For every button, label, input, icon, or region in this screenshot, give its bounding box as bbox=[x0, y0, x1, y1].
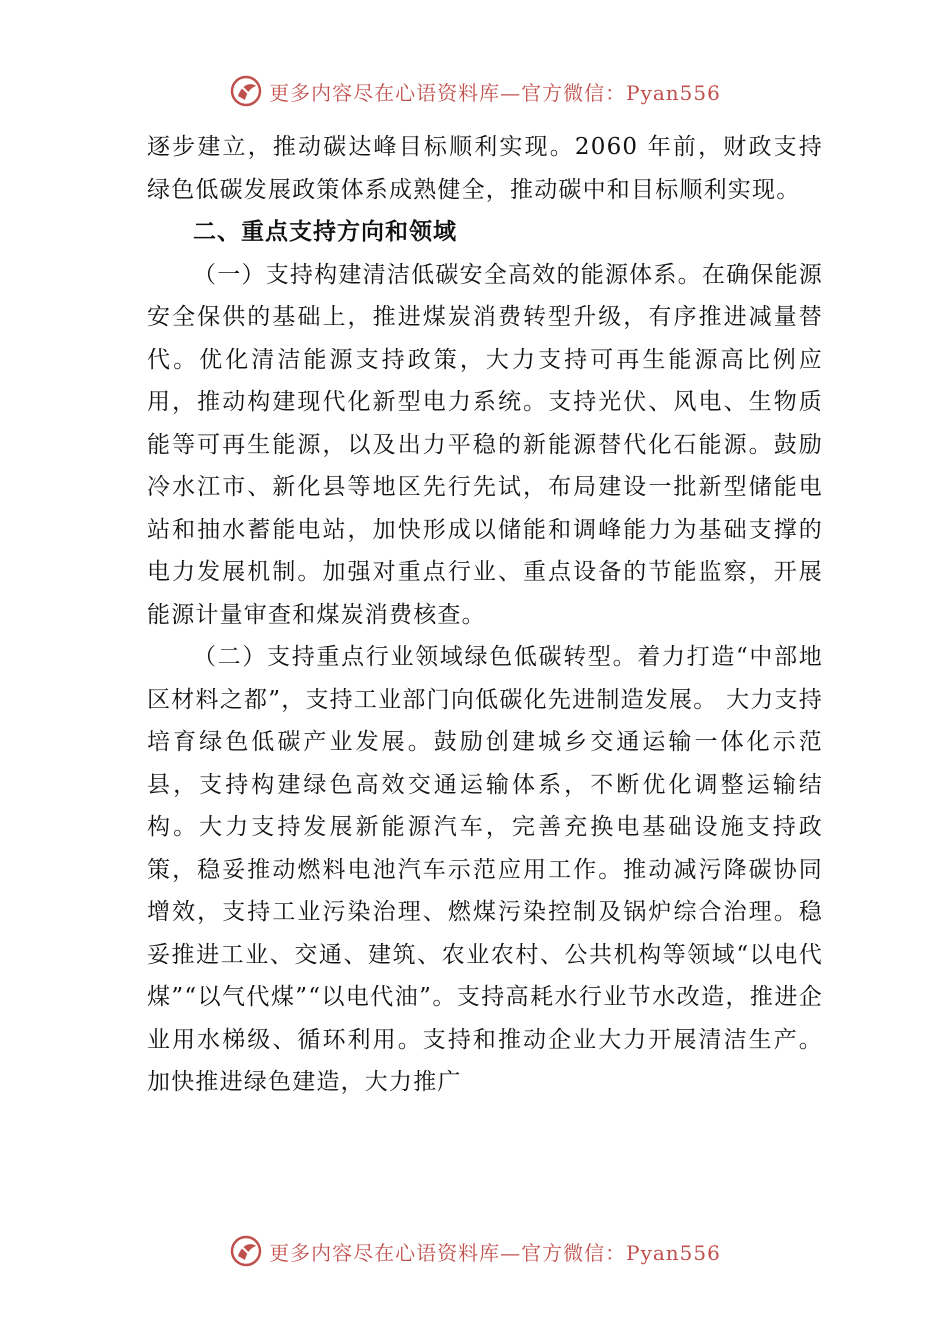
watermark-text: 更多内容尽在心语资料库—官方微信：Pyan556 bbox=[269, 1240, 721, 1265]
continued-paragraph: 逐步建立，推动碳达峰目标顺利实现。2060 年前，财政支持绿色低碳发展政策体系成熟健全，推动碳中和目标顺利实现。 bbox=[147, 134, 823, 203]
footer-watermark bbox=[0, 1234, 950, 1268]
section-heading: 二、重点支持方向和领域 bbox=[193, 219, 457, 245]
watermark-text: 更多内容尽在心语资料库—官方微信：Pyan556 bbox=[269, 80, 721, 105]
paragraph-energy-system: （一）支持构建清洁低碳安全高效的能源体系。在确保能源安全保供的基础上，推进煤炭消费转型升级，有序推进减量替代。优化清洁能源支持政策，大力支持可再生能源高比例应用，推动构建现代化新型电力系统。支持光伏、风电、生物质能等可再生能源，以及出力平稳的新能源替代化石能源。鼓励冷水江市、新化县等地区先行先试，布局建设一批新型储能电站和抽水蓄能电站，加快形成以储能和调峰能力为基础支撑的电力发展机制。加强对重点行业、重点设备的节能监察，开展能源计量审查和煤炭消费核查。 bbox=[147, 261, 823, 628]
paragraph-industry-transition: （二）支持重点行业领域绿色低碳转型。着力打造“中部地区材料之都”，支持工业部门向低碳化先进制造发展。 大力支持培育绿色低碳产业发展。鼓励创建城乡交通运输一体化示范县，支持构建绿色高效交通运输体系，不断优化调整运输结构。大力支持发展新能源汽车，完善充换电基础设施支持政策，稳妥推动燃料电池汽车示范应用工作。推动减污降碳协同增效，支持工业污染治理、燃煤污染控制及锅炉综合治理。稳妥推进工业、交通、建筑、农业农村、公共机构等领域“以电代煤”“以气代煤”“以电代油”。支持高耗水行业节水改造，推进企业用水梯级、循环利用。支持和推动企业大力开展清洁生产。加快推进绿色建造，大力推广 bbox=[147, 644, 823, 1095]
logo-icon bbox=[229, 1234, 263, 1268]
header-watermark bbox=[0, 74, 950, 108]
document-body bbox=[147, 126, 823, 1104]
logo-icon bbox=[229, 74, 263, 108]
